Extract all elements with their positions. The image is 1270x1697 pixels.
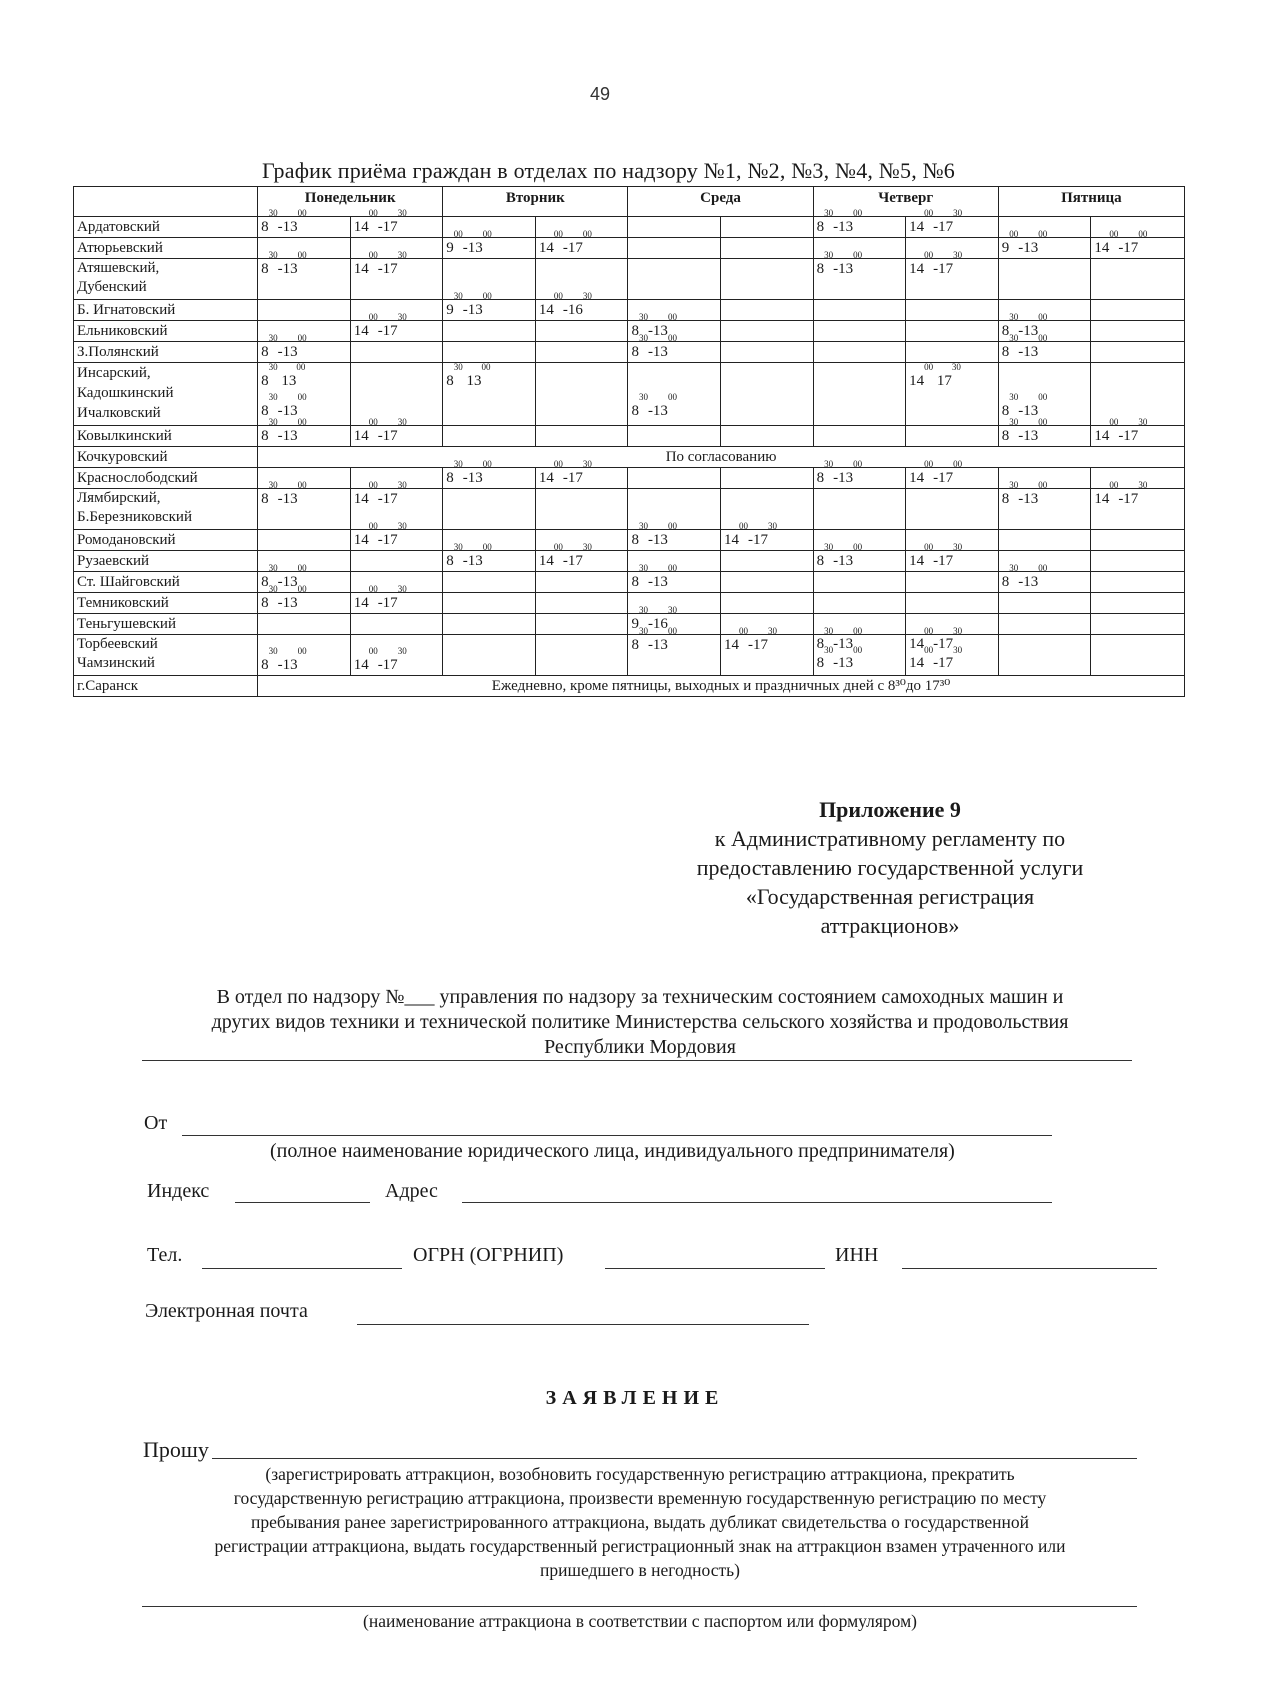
time-cell: $8^{30}-13^{00}$ [258, 342, 351, 363]
inn-label: ИНН [835, 1244, 879, 1266]
from-caption: (полное наименование юридического лица, индивидуального предпринимателя) [270, 1140, 955, 1162]
request-field[interactable] [212, 1458, 1137, 1459]
address-label: Адрес [385, 1180, 438, 1202]
table-row [74, 342, 1185, 363]
email-field[interactable] [357, 1324, 809, 1325]
time-cell: $8^{30}-13^{00}$ [258, 593, 351, 614]
table-row [74, 447, 1185, 468]
time-cell: $8^{30}-13^{00}$ [443, 551, 536, 572]
time-cell: $8^{30}-13^{00}$ [998, 572, 1091, 593]
from-label: От [144, 1112, 168, 1134]
time-cell: $8^{30}-13^{00}$ [258, 635, 351, 676]
appendix-block [590, 795, 1190, 940]
row-label: Ст. Шайговский [74, 572, 258, 593]
appendix-line: предоставлению государственной услуги [696, 855, 1084, 880]
row-label: Ельниковский [74, 321, 258, 342]
statement-title: ЗАЯВЛЕНИЕ [545, 1387, 725, 1409]
time-cell: $14^{00}-17^{30}$ [350, 426, 443, 447]
time-cell: $8^{30}-13^{00}$ [258, 259, 351, 300]
time-cell: $8^{30}-13^{00}$ [813, 468, 906, 489]
department-block: В отдел по надзору №___ управления по надзору за техническим состоянием самоходных машин и других видов техники и технической политике Министерства сельского хозяйства и продовольствия Республики Мордовия [211, 986, 1069, 1058]
time-cell: $14^{00}-17^{30}$ [906, 217, 999, 238]
day-header: Четверг [813, 187, 998, 217]
row-label: Ромодановский [74, 530, 258, 551]
time-cell: $14^{00}-17^{00}$ [1091, 238, 1185, 259]
appendix-line: «Государственная регистрация [745, 884, 1035, 909]
appendix-title: Приложение 9 [819, 797, 961, 822]
table-row [74, 530, 1185, 551]
attraction-name-field[interactable] [142, 1606, 1137, 1607]
row-label: г.Саранск [74, 676, 258, 697]
row-label: Ковылкинский [74, 426, 258, 447]
time-cell: $8^{30}-13^{00}$ [813, 259, 906, 300]
day-header: Среда [628, 187, 813, 217]
row-label: Теньгушевский [74, 614, 258, 635]
time-cell: $8^{30}-13^{00}$ [998, 489, 1091, 530]
time-cell: $14^{00}-17^{30}$ [350, 321, 443, 342]
day-header: Понедельник [258, 187, 443, 217]
time-cell: $14^{00}$ $17^{30}$ [906, 363, 999, 426]
time-cell: $8^{30}-13^{00}$ [998, 426, 1091, 447]
time-cell: $8^{30}-13^{00}$ [443, 468, 536, 489]
request-label: Прошу [143, 1437, 209, 1462]
schedule-title: График приёма граждан в отделах по надзору №1, №2, №3, №4, №5, №6 [262, 158, 955, 183]
row-label: Торбеевский Чамзинский [74, 635, 258, 676]
ogrn-field[interactable] [605, 1268, 825, 1269]
row-label: Атяшевский, Дубенский [74, 259, 258, 300]
row-label: Краснослободский [74, 468, 258, 489]
time-cell: $14^{00}-17^{30}$ [350, 259, 443, 300]
header-row [74, 187, 1185, 217]
time-cell: $9^{30}-13^{00}$ [443, 300, 536, 321]
time-cell: $14^{00}-17^{30}$ [906, 259, 999, 300]
time-cell: $14^{00}-17^{30}$ [535, 468, 628, 489]
time-cell: $14^{00}-17^{30}$ [350, 530, 443, 551]
row-label: З.Полянский [74, 342, 258, 363]
time-cell: $8^{30}-13^{00}$ [258, 489, 351, 530]
time-cell: $8^{30}-13^{00}$ [998, 342, 1091, 363]
attraction-name-caption: (наименование аттракциона в соответствии с паспортом или формуляром) [363, 1611, 917, 1631]
time-cell: $8^{30}-13^{00}$ [258, 217, 351, 238]
time-cell: $14^{00}-17^{00}$ [906, 468, 999, 489]
row-label: Темниковский [74, 593, 258, 614]
time-cell: $8^{30}-13^{00}$ [628, 572, 721, 593]
page-number: 49 [589, 84, 611, 104]
inn-field[interactable] [902, 1268, 1157, 1269]
time-cell: $8^{30}-13^{00}$ [628, 321, 721, 342]
table-row [74, 489, 1185, 530]
appendix-line: к Административному регламенту по [714, 826, 1066, 851]
table-row [74, 572, 1185, 593]
time-cell: $14^{00}-17^{30}$ [721, 635, 814, 676]
time-cell: $14^{00}-17^{30}$ [1091, 426, 1185, 447]
time-cell: $14^{00}-17^{30}$ $14^{00}-17^{30}$ [906, 635, 999, 676]
by-agreement-cell: По согласованию [258, 447, 1185, 468]
from-field[interactable] [182, 1135, 1052, 1136]
time-cell: $9^{30}-16^{30}$ [628, 614, 721, 635]
time-cell: $14^{00}-17^{00}$ [535, 238, 628, 259]
time-cell: $9^{00}-13^{00}$ [443, 238, 536, 259]
time-cell: $14^{00}-17^{30}$ [350, 593, 443, 614]
time-cell: $8^{30}-13^{00}$ [813, 217, 906, 238]
day-header: Пятница [998, 187, 1184, 217]
row-label: Ардатовский [74, 217, 258, 238]
day-header: Вторник [443, 187, 628, 217]
table-row [74, 635, 1185, 676]
row-label: Лямбирский, Б.Березниковский [74, 489, 258, 530]
row-label: Б. Игнатовский [74, 300, 258, 321]
time-cell: $14^{00}-17^{30}$ [1091, 489, 1185, 530]
time-cell: $8^{30}-13^{00}$ [628, 342, 721, 363]
table-row [74, 614, 1185, 635]
email-label: Электронная почта [145, 1300, 308, 1322]
phone-field[interactable] [202, 1268, 402, 1269]
time-cell: $8^{30}-13^{00}$ [813, 551, 906, 572]
time-cell: $14^{00}-17^{30}$ [350, 217, 443, 238]
time-cell: $9^{00}-13^{00}$ [998, 238, 1091, 259]
time-cell: $14^{00}-16^{30}$ [535, 300, 628, 321]
address-field[interactable] [462, 1202, 1052, 1203]
row-label: Рузаевский [74, 551, 258, 572]
row-label: Инсарский, Кадошкинский Ичалковский [74, 363, 258, 426]
phone-label: Тел. [147, 1244, 183, 1266]
time-cell: $14^{00}-17^{30}$ [350, 489, 443, 530]
time-cell: $8^{30}$ $13^{00}$ [443, 363, 536, 426]
time-cell: $8^{30}-13^{00}$ [628, 635, 721, 676]
table-row [74, 593, 1185, 614]
table-row [74, 259, 1185, 300]
schedule-table [73, 186, 1185, 697]
time-cell: $8^{30}-13^{00}$ [258, 426, 351, 447]
time-cell: $8^{30}-13^{00}$ [998, 321, 1091, 342]
time-cell: $8^{30}-13^{00}$ [628, 363, 721, 426]
index-field[interactable] [235, 1202, 370, 1203]
time-cell: $8^{30}-13^{00}$ $8^{30}-13^{00}$ [813, 635, 906, 676]
time-cell: $8^{30}-13^{00}$ [998, 363, 1091, 426]
index-label: Индекс [147, 1180, 210, 1202]
request-options-caption: (зарегистрировать аттракцион, возобновить государственную регистрацию аттракциона, прекратить государственную регистрацию аттракциона, произвести временную государственную регистрацию по месту пребывания ранее зарегистрированного аттракциона, выдать дубликат свидетельства о государственной регистрации аттракциона, выдать государственный регистрационный знак на аттракцион взамен утраченного или пришедшего в негодность) [214, 1464, 1066, 1580]
ogrn-label: ОГРН (ОГРНИП) [413, 1244, 564, 1266]
saransk-cell: Ежедневно, кроме пятницы, выходных и праздничных дней с 8³⁰до 17³⁰ [258, 676, 1185, 697]
time-cell: $14^{00}-17^{30}$ [906, 551, 999, 572]
time-cell: $14^{00}-17^{30}$ [721, 530, 814, 551]
table-row [74, 426, 1185, 447]
time-cell: $8^{30}-13^{00}$ [628, 530, 721, 551]
department-underline [142, 1060, 1132, 1061]
time-cell: $8^{30}-13^{00}$ [258, 572, 351, 593]
time-cell: $14^{00}-17^{30}$ [350, 635, 443, 676]
row-label: Атюрьевский [74, 238, 258, 259]
corner-cell [74, 187, 258, 217]
time-cell: $8^{30}$ $13^{00}$ $8^{30}-13^{00}$ [258, 363, 351, 426]
row-label: Кочкуровский [74, 447, 258, 468]
appendix-line: аттракционов» [820, 913, 960, 938]
table-row [74, 676, 1185, 697]
time-cell: $14^{00}-17^{30}$ [535, 551, 628, 572]
table-row [74, 238, 1185, 259]
